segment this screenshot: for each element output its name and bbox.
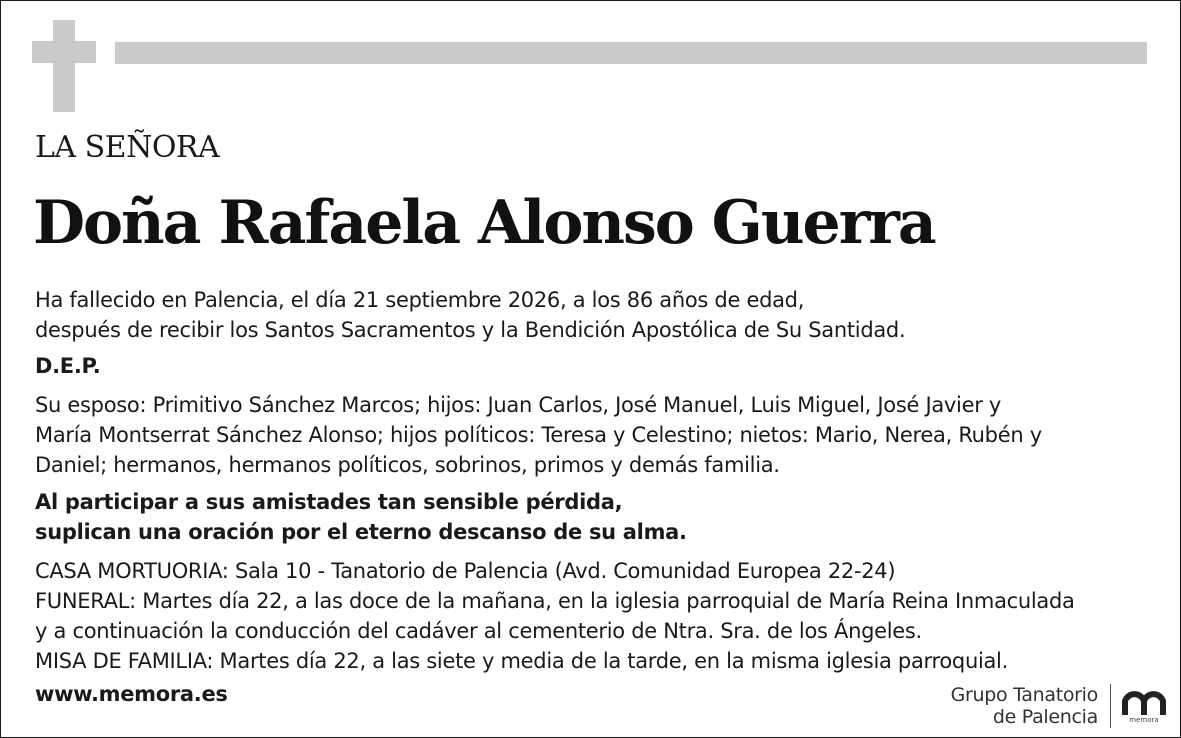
- death-notice: [35, 285, 905, 345]
- family-list: [35, 390, 1042, 480]
- deceased-name: Doña Rafaela Alonso Guerra: [33, 188, 935, 258]
- family-line: María Montserrat Sánchez Alonso; hijos políticos: Teresa y Celestino; nietos: Mario, Nerea, Rubén y: [35, 423, 1042, 447]
- logo-brand: memora: [1129, 715, 1159, 724]
- cross-icon-horizontal: [32, 41, 96, 63]
- memora-m-logo-icon: [1121, 689, 1167, 724]
- prayer-request-line: suplican una oración por el eterno descanso de su alma.: [35, 520, 687, 544]
- family-line: Daniel; hermanos, hermanos políticos, sobrinos, primos y demás familia.: [35, 453, 780, 477]
- dep-label: D.E.P.: [35, 354, 101, 378]
- header-bar: [115, 42, 1147, 64]
- website-link[interactable]: www.memora.es: [35, 682, 228, 706]
- prayer-request: [35, 487, 687, 547]
- service-details: [35, 556, 1075, 676]
- prayer-request-line: Al participar a sus amistades tan sensible pérdida,: [35, 490, 623, 514]
- funeral-home-logo: [951, 684, 1167, 728]
- death-notice-line: después de recibir los Santos Sacramentos y la Bendición Apostólica de Su Santidad.: [35, 318, 906, 342]
- service-detail-line: FUNERAL: Martes día 22, a las doce de la mañana, en la iglesia parroquial de María Reina Inmaculada: [35, 589, 1075, 613]
- honorific-heading: LA SEÑORA: [35, 130, 220, 165]
- family-line: Su esposo: Primitivo Sánchez Marcos; hijos: Juan Carlos, José Manuel, Luis Miguel, José Javier y: [35, 393, 1002, 417]
- service-detail-line: y a continuación la conducción del cadáver al cementerio de Ntra. Sra. de los Ángeles.: [35, 619, 922, 643]
- cross-icon-vertical: [53, 20, 75, 112]
- logo-divider: [1110, 684, 1111, 728]
- logo-line-1: Grupo Tanatorio: [950, 684, 1098, 706]
- logo-text: [951, 684, 1098, 728]
- death-notice-line: Ha fallecido en Palencia, el día 21 septiembre 2026, a los 86 años de edad,: [35, 288, 805, 312]
- service-detail-line: CASA MORTUORIA: Sala 10 - Tanatorio de Palencia (Avd. Comunidad Europea 22-24): [35, 559, 896, 583]
- logo-line-2: de Palencia: [992, 706, 1098, 728]
- service-detail-line: MISA DE FAMILIA: Martes día 22, a las siete y media de la tarde, en la misma iglesia parroquial.: [35, 649, 1008, 673]
- memora-m-icon: [1121, 689, 1167, 715]
